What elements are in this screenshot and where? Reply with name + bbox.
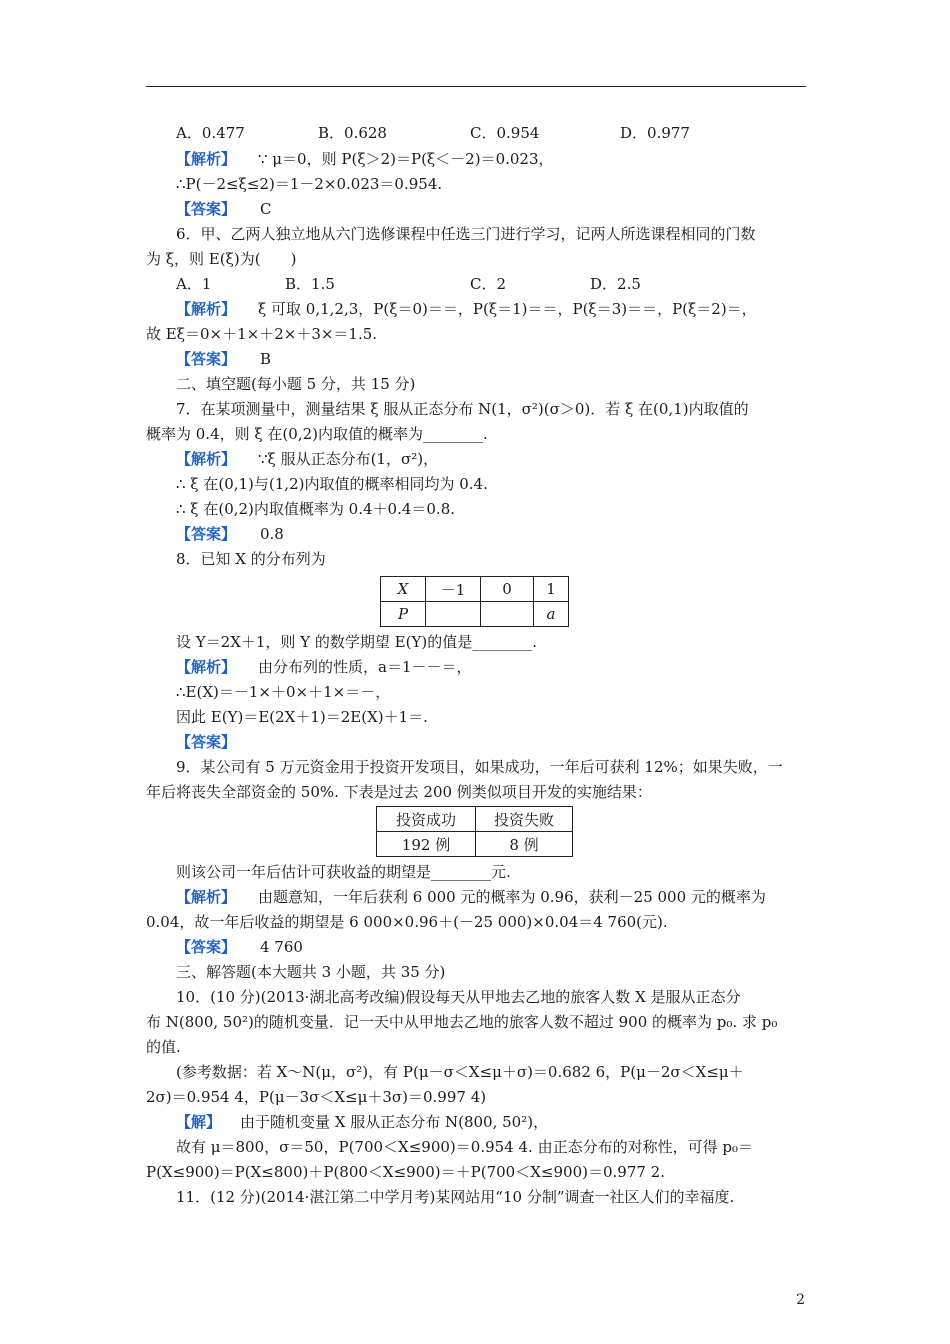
q10-solution-1: 由于随机变量 X 服从正态分布 N(800, 50²)， [240, 1113, 549, 1131]
q8-stem: 8．已知 X 的分布列为 [176, 550, 326, 568]
table-row [377, 807, 573, 832]
q6-analysis-label: 【解析】 [176, 300, 237, 318]
q9-analysis-text-1: 由题意知，一年后获利 6 000 元的概率为 0.96，获利－25 000 元的概率为 [258, 888, 766, 906]
q6-answer-label: 【答案】 [176, 350, 237, 368]
q5-option-b: B．0.628 [318, 124, 387, 142]
q7-stem-2: 概率为 0.4，则 ξ 在(0,2)内取值的概率为________. [146, 425, 488, 443]
q7-answer: 0.8 [260, 525, 284, 543]
table-cell: 1 [534, 577, 569, 602]
q10-solution-2: 故有 μ＝800，σ＝50，P(700＜X≤900)＝0.954 4. 由正态分布的对称性，可得 p₀＝ [176, 1138, 753, 1156]
section-2-heading: 二、填空题(每小题 5 分，共 15 分) [176, 375, 416, 393]
q10-solution-label: 【解】 [176, 1113, 222, 1131]
q5-analysis-text-2: ∴P(－2≤ξ≤2)＝1－2×0.023＝0.954. [176, 175, 443, 193]
q7-stem-1: 7．在某项测量中，测量结果 ξ 服从正态分布 N(1，σ²)(σ＞0)．若 ξ 在(0,1)内取值的 [176, 400, 749, 418]
table-cell: 8 例 [476, 832, 573, 857]
q9-answer-label: 【答案】 [176, 938, 237, 956]
q5-answer: C [260, 200, 272, 218]
table-cell: X [381, 577, 426, 602]
q9-analysis-text-2: 0.04，故一年后收益的期望是 6 000×0.96＋(－25 000)×0.04＝4 760(元). [146, 913, 668, 931]
q10-reference-1: (参考数据：若 X～N(μ，σ²)，有 P(μ－σ＜X≤μ＋σ)＝0.682 6，P(μ－2σ＜X≤μ＋ [176, 1063, 744, 1081]
q5-answer-label: 【答案】 [176, 200, 237, 218]
q5-analysis-label: 【解析】 [176, 150, 237, 168]
table-row [381, 577, 569, 602]
q6-option-a: A．1 [176, 275, 212, 293]
q6-option-c: C．2 [470, 275, 507, 293]
q6-answer: B [260, 350, 272, 368]
q10-solution-3: P(X≤900)＝P(X≤800)＋P(800＜X≤900)＝＋P(700＜X≤900)＝0.977 2. [146, 1163, 665, 1181]
table-row [381, 602, 569, 627]
q9-analysis-label: 【解析】 [176, 888, 237, 906]
table-cell: a [534, 602, 569, 627]
table-cell: 投资成功 [377, 807, 476, 832]
q6-stem-2: 为 ξ，则 E(ξ)为( ) [146, 250, 297, 268]
table-cell [426, 602, 481, 627]
table-cell [481, 602, 534, 627]
table-cell: 投资失败 [476, 807, 573, 832]
q10-stem-2: 布 N(800, 50²)的随机变量．记一天中从甲地去乙地的旅客人数不超过 900 的概率为 p₀. 求 p₀ [146, 1013, 778, 1031]
q9-results-table [376, 806, 573, 857]
q8-analysis-text-1: 由分布列的性质，a＝1－－＝， [258, 658, 472, 676]
q8-distribution-table [380, 576, 569, 627]
q9-stem-2: 年后将丧失全部资金的 50%. 下表是过去 200 例类似项目开发的实施结果： [146, 783, 652, 801]
q8-question: 设 Y＝2X＋1，则 Y 的数学期望 E(Y)的值是________. [176, 633, 537, 651]
q7-analysis-text-2: ∴ ξ 在(0,1)与(1,2)内取值的概率相同均为 0.4. [176, 475, 488, 493]
q6-option-b: B．1.5 [285, 275, 335, 293]
page-number: 2 [796, 1292, 805, 1308]
q8-analysis-text-3: 因此 E(Y)＝E(2X＋1)＝2E(X)＋1＝. [176, 708, 428, 726]
q8-analysis-text-2: ∴E(X)＝－1×＋0×＋1×＝－， [176, 683, 391, 701]
q7-answer-label: 【答案】 [176, 525, 237, 543]
q11-stem-1: 11．(12 分)(2014·湛江第二中学月考)某网站用“10 分制”调查一社区人们的幸福度. [176, 1188, 735, 1206]
q5-option-c: C．0.954 [470, 124, 540, 142]
table-cell: 192 例 [377, 832, 476, 857]
q9-question: 则该公司一年后估计可获收益的期望是________元. [176, 863, 511, 881]
header-rule [146, 86, 806, 87]
q10-stem-3: 的值. [146, 1038, 181, 1056]
q9-stem-1: 9．某公司有 5 万元资金用于投资开发项目，如果成功，一年后可获利 12%；如果失败，一 [176, 758, 783, 776]
q8-analysis-label: 【解析】 [176, 658, 237, 676]
q8-answer-label: 【答案】 [176, 733, 237, 751]
q6-option-d: D．2.5 [590, 275, 641, 293]
table-row [377, 832, 573, 857]
q7-analysis-label: 【解析】 [176, 450, 237, 468]
q7-analysis-text-1: ∵ξ 服从正态分布(1，σ²)， [258, 450, 439, 468]
q10-reference-2: 2σ)＝0.954 4，P(μ－3σ＜X≤μ＋3σ)＝0.997 4) [146, 1088, 487, 1106]
section-3-heading: 三、解答题(本大题共 3 小题，共 35 分) [176, 963, 446, 981]
table-cell: 0 [481, 577, 534, 602]
q7-analysis-text-3: ∴ ξ 在(0,2)内取值概率为 0.4＋0.4＝0.8. [176, 500, 456, 518]
q6-stem-1: 6．甲、乙两人独立地从六门选修课程中任选三门进行学习，记两人所选课程相同的门数 [176, 225, 756, 243]
q5-analysis-text-1: ∵ μ＝0，则 P(ξ＞2)＝P(ξ＜－2)＝0.023， [258, 150, 554, 168]
q6-analysis-text-2: 故 Eξ＝0×＋1×＋2×＋3×＝1.5. [146, 325, 378, 343]
q6-analysis-text-1: ξ 可取 0,1,2,3，P(ξ＝0)＝＝，P(ξ＝1)＝＝，P(ξ＝3)＝＝，P(ξ＝2)＝， [258, 300, 757, 318]
table-cell: －1 [426, 577, 481, 602]
q10-stem-1: 10．(10 分)(2013·湖北高考改编)假设每天从甲地去乙地的旅客人数 X 是服从正态分 [176, 988, 741, 1006]
table-cell: P [381, 602, 426, 627]
q9-answer: 4 760 [260, 938, 303, 956]
q5-option-d: D．0.977 [620, 124, 690, 142]
q5-option-a: A．0.477 [176, 124, 245, 142]
